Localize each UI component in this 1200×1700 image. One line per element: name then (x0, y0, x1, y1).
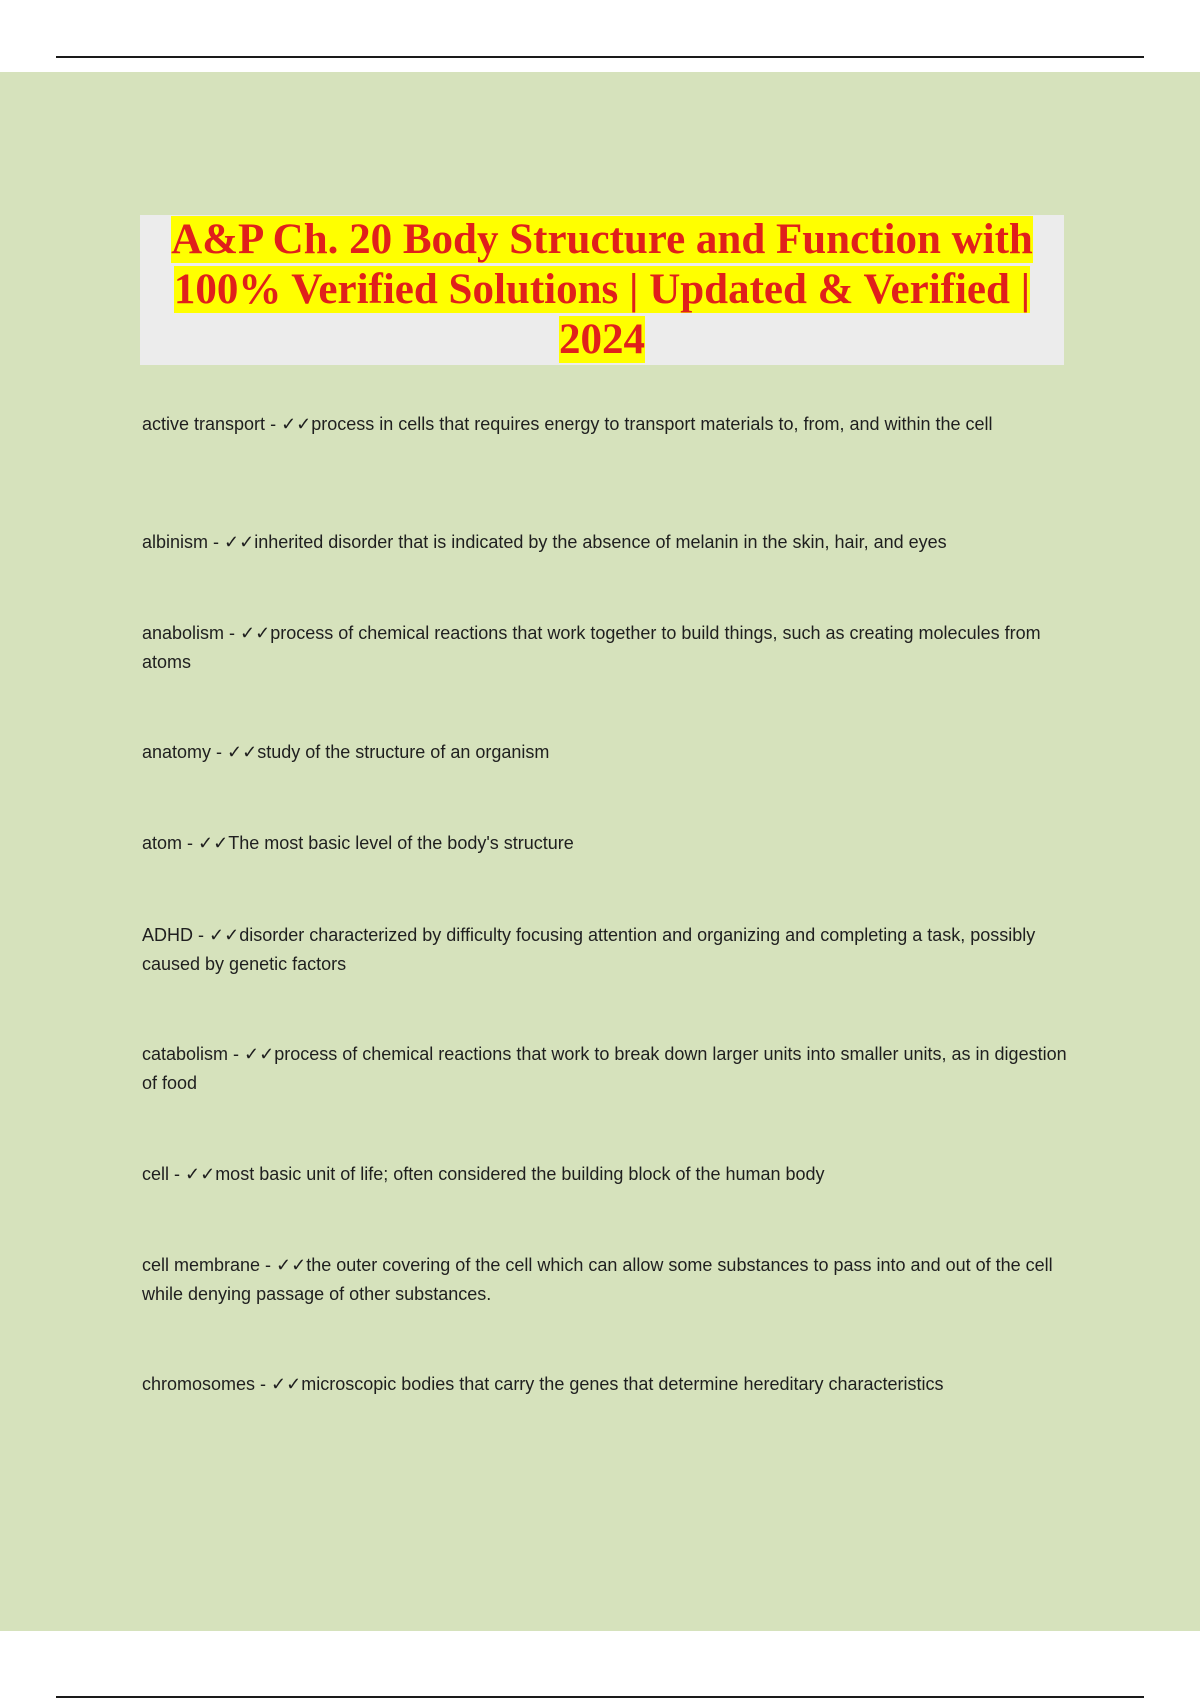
entry-separator: - (208, 532, 225, 552)
entry-definition: study of the structure of an organism (257, 742, 550, 762)
entry-separator: - (169, 1164, 186, 1184)
entry-term: cell membrane (142, 1255, 261, 1275)
entry-definition: microscopic bodies that carry the genes that determine hereditary characteristics (301, 1374, 944, 1394)
entry-definition: process of chemical reactions that work together to build things, such as creating molecules from atoms (142, 623, 1041, 672)
entry-term: cell (142, 1164, 170, 1184)
entry-definition: process of chemical reactions that work to break down larger units into smaller units, as in digestion of food (142, 1044, 1067, 1093)
entry-term: anabolism (142, 623, 225, 643)
entry-separator: - (260, 1255, 277, 1275)
glossary-entry (142, 1370, 1072, 1399)
checkmark-icon: ✓✓ (276, 1255, 307, 1275)
glossary-entry (142, 1160, 1072, 1189)
entry-separator: - (265, 414, 282, 434)
checkmark-icon: ✓✓ (209, 925, 240, 945)
checkmark-icon: ✓✓ (281, 414, 312, 434)
entry-definition: process in cells that requires energy to transport materials to, from, and within the cell (311, 414, 993, 434)
checkmark-icon: ✓✓ (271, 1374, 302, 1394)
top-rule (56, 56, 1144, 58)
entry-term: anatomy (142, 742, 212, 762)
entry-term: catabolism (142, 1044, 229, 1064)
entry-term: chromosomes (142, 1374, 256, 1394)
glossary-entry (142, 528, 1072, 557)
glossary-entry (142, 619, 1072, 677)
bottom-rule (56, 1696, 1144, 1698)
checkmark-icon: ✓✓ (224, 532, 255, 552)
entry-separator: - (211, 742, 228, 762)
checkmark-icon: ✓✓ (240, 623, 271, 643)
checkmark-icon: ✓✓ (198, 833, 229, 853)
checkmark-icon: ✓✓ (185, 1164, 216, 1184)
entry-separator: - (228, 1044, 245, 1064)
document-title: A&P Ch. 20 Body Structure and Function with 100% Verified Solutions | Updated & Verified | 2024 (171, 216, 1033, 363)
entry-separator: - (182, 833, 199, 853)
entry-term: atom (142, 833, 183, 853)
entry-definition: inherited disorder that is indicated by the absence of melanin in the skin, hair, and eyes (254, 532, 947, 552)
title-box (140, 215, 1064, 365)
entry-definition: most basic unit of life; often considered the building block of the human body (215, 1164, 825, 1184)
entry-definition: the outer covering of the cell which can allow some substances to pass into and out of the cell while denying passage of other substances. (142, 1255, 1053, 1304)
glossary-entry (142, 921, 1072, 979)
glossary-entry (142, 829, 1072, 858)
glossary-entry (142, 410, 1072, 439)
entry-separator: - (255, 1374, 272, 1394)
glossary-entry (142, 738, 1072, 767)
checkmark-icon: ✓✓ (244, 1044, 275, 1064)
entry-term: albinism (142, 532, 209, 552)
entry-term: active transport (142, 414, 266, 434)
checkmark-icon: ✓✓ (227, 742, 258, 762)
entry-definition: disorder characterized by difficulty focusing attention and organizing and completing a task, possibly caused by genetic factors (142, 925, 1036, 974)
entry-term: ADHD (142, 925, 194, 945)
glossary-entry (142, 1251, 1072, 1309)
entry-separator: - (193, 925, 210, 945)
glossary-entry (142, 1040, 1072, 1098)
entry-definition: The most basic level of the body's structure (228, 833, 574, 853)
entry-separator: - (224, 623, 241, 643)
